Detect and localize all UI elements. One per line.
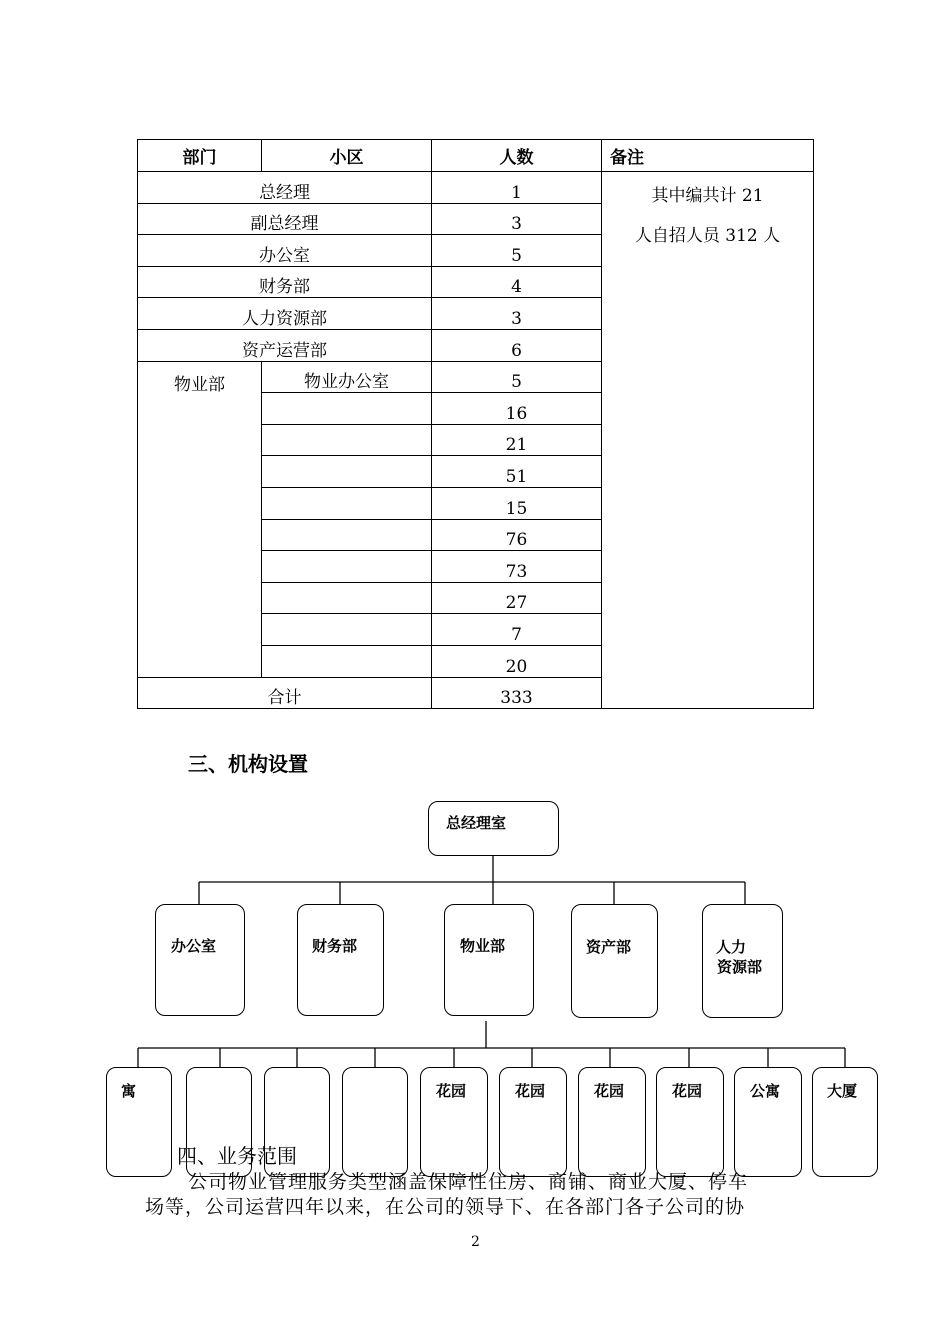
org-node-label: 花园: [672, 1082, 703, 1100]
count-cell: 21: [432, 424, 602, 456]
total-label-cell: 合计: [138, 677, 432, 709]
org-node-community: [106, 1067, 172, 1177]
note-line-2: 人自招人员 312 人: [634, 226, 781, 246]
count-cell: 6: [432, 329, 602, 361]
org-node-label-line2: 资源部: [717, 958, 763, 976]
count-cell: 3: [432, 298, 602, 330]
org-node-label: 花园: [436, 1082, 467, 1100]
org-node-label-line1: 人力: [716, 938, 747, 956]
count-cell: 7: [432, 614, 602, 646]
org-node-assets: [571, 904, 658, 1018]
col-header-dept: 部门: [138, 140, 262, 172]
org-node-label: 资产部: [586, 938, 632, 956]
org-node-label: 花园: [515, 1082, 546, 1100]
col-header-community: 小区: [262, 140, 432, 172]
count-cell: 1: [432, 172, 602, 204]
col-header-count: 人数: [432, 140, 602, 172]
org-node-community: [578, 1067, 646, 1177]
count-cell: 5: [432, 235, 602, 267]
body-text-line-2: 场等，公司运营四年以来，在公司的领导下、在各部门各子公司的协: [145, 1196, 746, 1218]
org-node-label: 办公室: [171, 937, 217, 955]
org-node-label: 总经理室: [446, 814, 507, 832]
org-node-community: [342, 1067, 408, 1177]
org-node-general-manager-office: [428, 801, 559, 856]
org-node-finance: [297, 904, 384, 1016]
org-node-label: 大厦: [827, 1082, 858, 1100]
body-text-line-1: 公司物业管理服务类型涵盖保障性住房、商铺、商业大厦、停车: [188, 1171, 749, 1193]
org-node-label: 花园: [594, 1082, 625, 1100]
org-node-community: [656, 1067, 724, 1177]
dept-cell: 副总经理: [138, 203, 432, 235]
count-cell: 27: [432, 582, 602, 614]
org-node-community: [812, 1067, 878, 1177]
count-cell: 20: [432, 645, 602, 677]
org-node-community: [499, 1067, 567, 1177]
count-cell: 51: [432, 456, 602, 488]
dept-cell: 人力资源部: [138, 298, 432, 330]
org-node-label: 寓: [121, 1082, 137, 1100]
note-line-1: 其中编共计 21: [651, 186, 764, 206]
count-cell: 73: [432, 551, 602, 583]
page-number: 2: [471, 1234, 480, 1250]
org-node-label: 财务部: [312, 937, 358, 955]
org-node-label: 公寓: [750, 1082, 781, 1100]
count-cell: 5: [432, 361, 602, 393]
count-cell: 76: [432, 519, 602, 551]
col-header-note: 备注: [602, 140, 814, 172]
org-node-community: [734, 1067, 802, 1177]
count-cell: 4: [432, 266, 602, 298]
org-node-label: 物业部: [460, 937, 506, 955]
property-dept-cell: 物业部: [138, 361, 262, 677]
dept-cell: 总经理: [138, 172, 432, 204]
org-node-office: [155, 904, 245, 1016]
org-node-hr: [702, 904, 783, 1018]
org-node-community: [420, 1067, 488, 1177]
count-cell: 3: [432, 203, 602, 235]
dept-cell: 办公室: [138, 235, 432, 267]
total-count-cell: 333: [432, 677, 602, 709]
count-cell: 15: [432, 487, 602, 519]
dept-cell: 财务部: [138, 266, 432, 298]
section-3-heading: 三、机构设置: [188, 752, 308, 776]
count-cell: 16: [432, 393, 602, 425]
section-4-heading: 四、业务范围: [177, 1144, 297, 1168]
dept-cell: 资产运营部: [138, 329, 432, 361]
org-node-property: [444, 904, 534, 1016]
community-cell: 物业办公室: [262, 361, 432, 393]
